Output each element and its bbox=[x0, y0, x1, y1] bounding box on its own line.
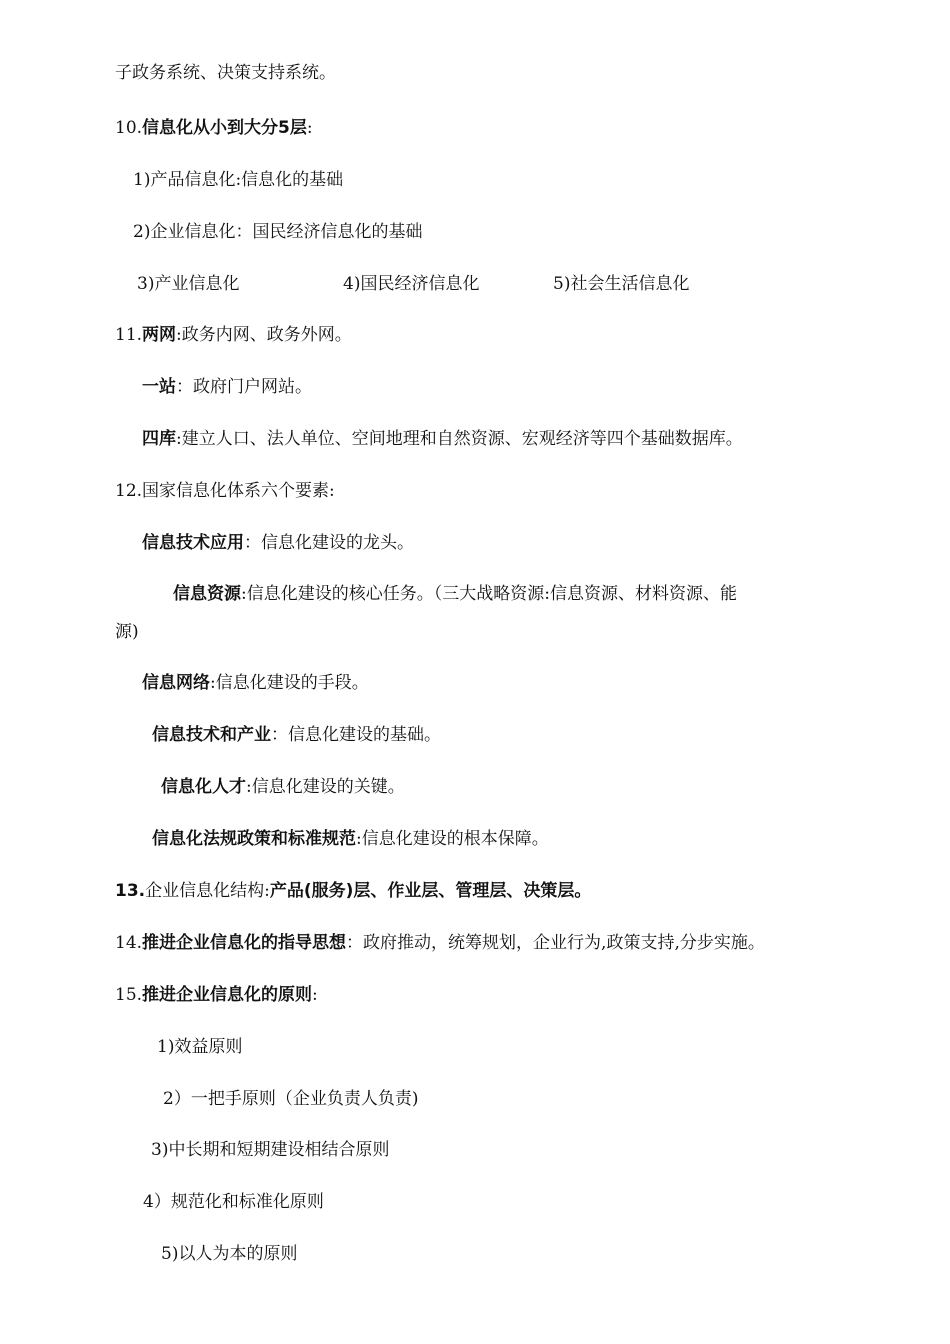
item-13-heading: 13.企业信息化结构:产品(服务)层、作业层、管理层、决策层。 bbox=[115, 881, 592, 901]
list-item-row: 4)国民经济信息化 bbox=[343, 274, 480, 294]
list-item: 2）一把手原则（企业负责人负责) bbox=[163, 1089, 419, 1109]
definition-line: 信息技术应用：信息化建设的龙头。 bbox=[142, 533, 414, 553]
list-item: 1)产品信息化:信息化的基础 bbox=[133, 170, 344, 190]
list-item-row: 3)产业信息化 bbox=[137, 274, 240, 294]
definition-line: 信息化法规政策和标准规范:信息化建设的根本保障。 bbox=[152, 829, 549, 849]
definition-line: 信息资源:信息化建设的核心任务。（三大战略资源:信息资源、材料资源、能 bbox=[173, 584, 737, 604]
definition-line: 信息化人才:信息化建设的关键。 bbox=[161, 777, 405, 797]
list-item: 1)效益原则 bbox=[157, 1037, 243, 1057]
definition-line: 信息网络:信息化建设的手段。 bbox=[142, 673, 369, 693]
definition-line-continued: 源) bbox=[115, 622, 139, 642]
item-14-heading: 14.推进企业信息化的指导思想：政府推动，统筹规划，企业行为,政策支持,分步实施。 bbox=[115, 933, 765, 953]
paragraph-line: 子政务系统、决策支持系统。 bbox=[115, 63, 336, 83]
definition-line: 一站：政府门户网站。 bbox=[142, 377, 312, 397]
item-11-heading: 11.两网:政务内网、政务外网。 bbox=[115, 325, 352, 345]
list-item: 3)中长期和短期建设相结合原则 bbox=[151, 1140, 390, 1160]
item-12-heading: 12.国家信息化体系六个要素: bbox=[115, 481, 335, 501]
list-item: 4）规范化和标准化原则 bbox=[143, 1192, 324, 1212]
list-item: 2)企业信息化：国民经济信息化的基础 bbox=[133, 222, 423, 242]
list-item: 5)以人为本的原则 bbox=[161, 1244, 298, 1264]
definition-line: 信息技术和产业：信息化建设的基础。 bbox=[152, 725, 441, 745]
definition-line: 四库:建立人口、法人单位、空间地理和自然资源、宏观经济等四个基础数据库。 bbox=[142, 429, 743, 449]
item-10-heading: 10.信息化从小到大分5层: bbox=[115, 118, 313, 138]
item-15-heading: 15.推进企业信息化的原则: bbox=[115, 985, 318, 1005]
list-item-row: 5)社会生活信息化 bbox=[553, 274, 690, 294]
